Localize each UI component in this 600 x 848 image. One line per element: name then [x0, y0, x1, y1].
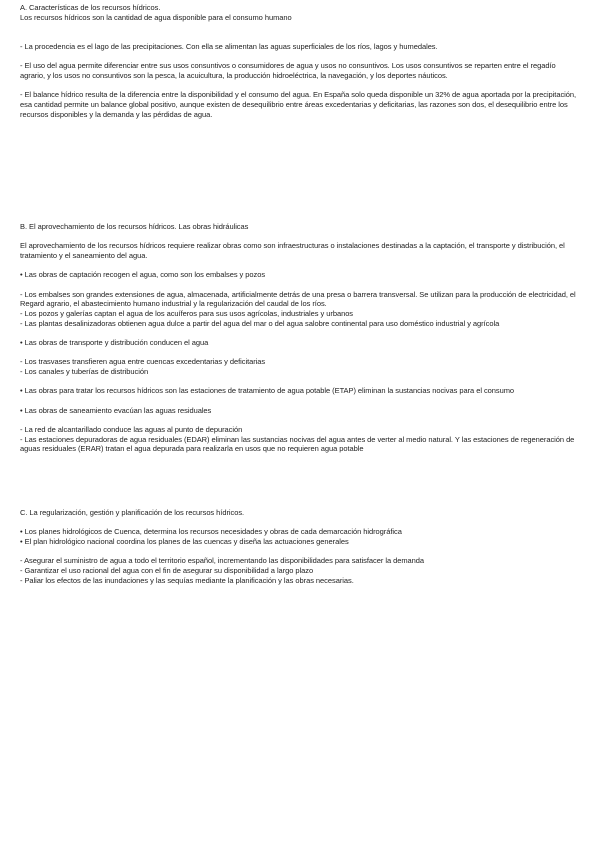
list-item: - Los canales y tuberías de distribución [20, 366, 149, 376]
list-item: - Asegurar el suministro de agua a todo el territorio español, incrementando las disponibilidades para satisfacer la demanda [20, 556, 425, 566]
saneamiento-bullet: • Las obras de saneamiento evacúan las aguas residuales [20, 405, 212, 415]
list-item: • El plan hidrológico nacional coordina los planes de las cuencas y diseña las actuaciones generales [20, 536, 349, 546]
list-item: - Paliar los efectos de las inundaciones y las sequías mediante la planificación y las obras necesarias. [20, 575, 354, 585]
captacion-bullet: • Las obras de captación recogen el agua, como son los embalses y pozos [20, 270, 266, 280]
section-a-paragraph: - El uso del agua permite diferenciar entre sus usos consuntivos o consumidores de agua y usos no consuntivos. Los usos consuntivos se reparten entre el regadío agrario, y los usos no consuntivos son la pesca, la acuicultura, la producción hidroeléctrica, la navegación, y los deportes náuticos. [20, 61, 556, 80]
list-item: - Las estaciones depuradoras de agua residuales (EDAR) eliminan las sustancias nocivas del agua antes de verter al medio natural. Y las estaciones de regeneración de aguas residuales (ERAR) tratan el agua depurada para realizarla en usos que no requieren agua potable [20, 434, 575, 454]
list-item: - Los pozos y galerías captan el agua de los acuíferos para sus usos agrícolas, industriales y urbanos [20, 308, 354, 318]
list-item: • Los planes hidrológicos de Cuenca, determina los recursos necesidades y obras de cada demarcación hidrográfica [20, 527, 402, 537]
list-item: - Los trasvases transfieren agua entre cuencas excedentarias y deficitarias [20, 357, 266, 367]
list-item: - La red de alcantarillado conduce las aguas al punto de depuración [20, 425, 243, 435]
section-a-paragraph: - El balance hídrico resulta de la diferencia entre la disponibilidad y el consumo del agua. En España solo queda disponible un 32% de agua aportada por la precipitación, esa cantidad permite un balance global positivo, aunque existen de desequilibrio entre áreas excedentarias y deficitarias, las razones son dos, el desequilibrio entre los recursos disponibles y la demanda y las pérdidas de agua. [20, 90, 577, 119]
section-a-title: A. Características de los recursos hídricos. [20, 3, 161, 12]
section-c-bullets [20, 527, 580, 546]
section-b-title: B. El aprovechamiento de los recursos hídricos. Las obras hidráulicas [20, 222, 249, 231]
transporte-bullet: • Las obras de transporte y distribución conducen el agua [20, 337, 209, 347]
section-a-intro: Los recursos hídricos son la cantidad de agua disponible para el consumo humano [20, 12, 292, 22]
tratamiento-bullet: • Las obras para tratar los recursos hídricos son las estaciones de tratamiento de agua potable (ETAP) eliminan la sustancias nocivas para el consumo [20, 386, 515, 396]
list-item: - Garantizar el uso racional del agua con el fin de asegurar su disponibilidad a largo plazo [20, 565, 314, 575]
section-b [20, 222, 580, 464]
list-item: - Las plantas desalinizadoras obtienen agua dulce a partir del agua del mar o del agua salobre continental para uso doméstico industrial y agrícola [20, 318, 500, 328]
section-a-header [20, 3, 580, 22]
transporte-list [20, 357, 580, 376]
captacion-list [20, 290, 580, 328]
section-c-lines [20, 556, 580, 585]
section-a-body [20, 42, 580, 129]
section-b-intro: El aprovechamiento de los recursos hídricos requiere realizar obras como son infraestructuras o instalaciones destinadas a la captación, el transporte y distribución, el tratamiento y el saneamiento del agua. [20, 241, 565, 260]
list-item: - Los embalses son grandes extensiones de agua, almacenada, artificialmente detrás de una presa o barrera transversal. Se utilizan para la producción de electricidad, el Regard agrario, el abastecimiento humano industrial y la regularización del caudal de los ríos. [20, 289, 576, 309]
section-c [20, 508, 580, 595]
saneamiento-list [20, 425, 580, 454]
section-c-title: C. La regularización, gestión y planificación de los recursos hídricos. [20, 508, 245, 517]
section-a-paragraph: - La procedencia es el lago de las precipitaciones. Con ella se alimentan las aguas superficiales de los ríos, lagos y humedales. [20, 42, 438, 51]
